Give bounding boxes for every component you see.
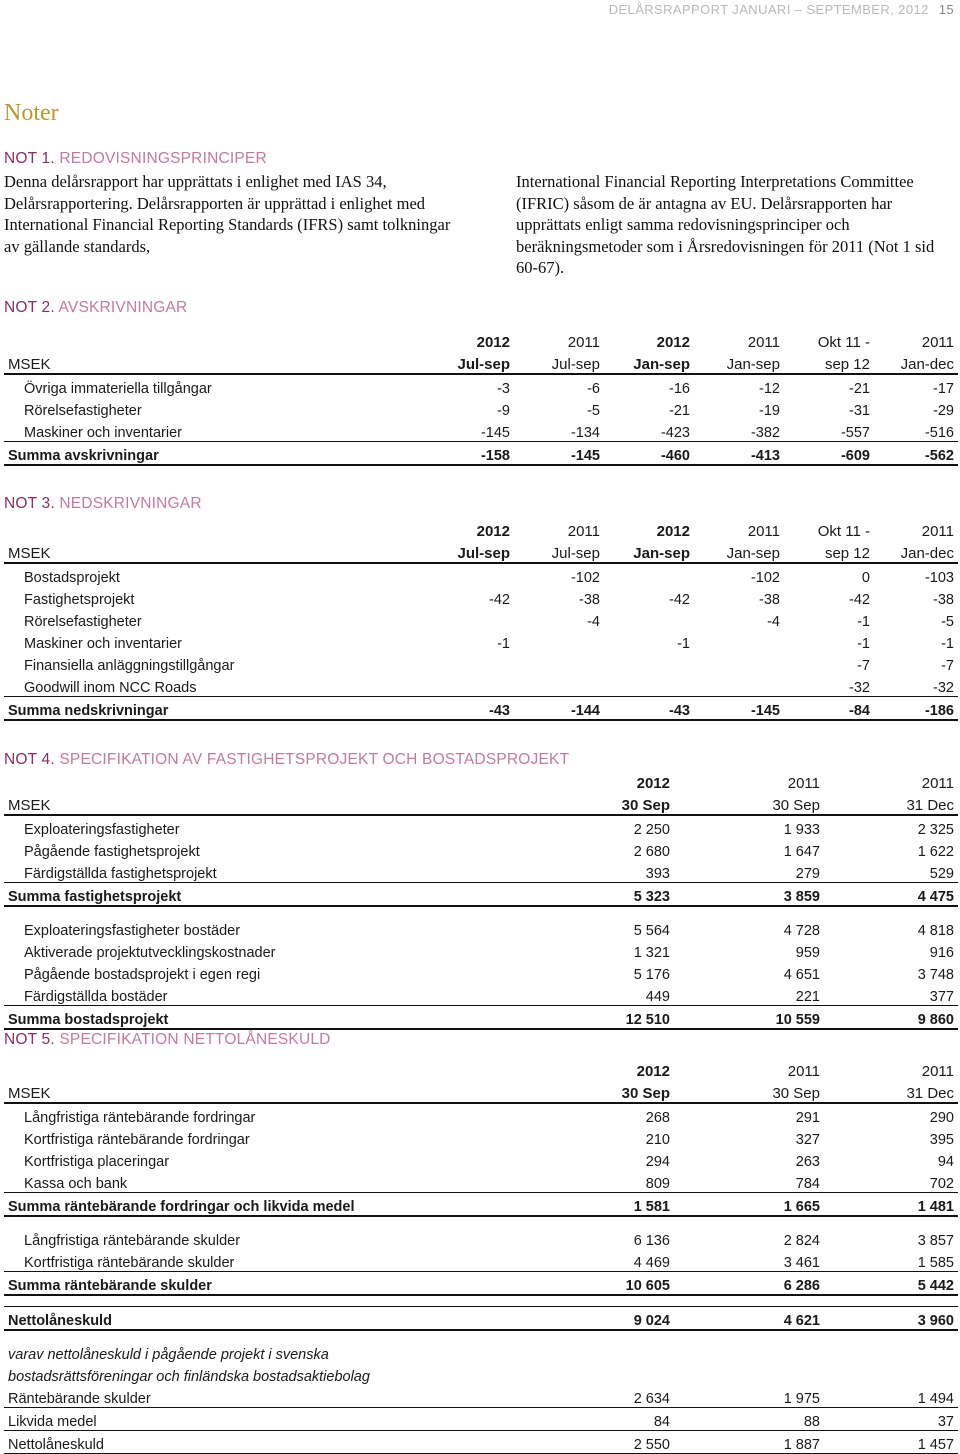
value-cell: 290	[929, 1110, 954, 1126]
spacer-cell	[4, 1216, 958, 1227]
value-cell: 31 Dec	[824, 792, 958, 815]
header-year-row	[4, 770, 958, 792]
row-label: Färdigställda bostäder	[24, 989, 168, 1005]
value-cell: -32	[933, 680, 954, 696]
value-cell: 2011	[921, 1063, 954, 1080]
row-label: Räntebärande skulder	[4, 1385, 544, 1408]
note1-right-paragraph: International Financial Reporting Interpretations Committee (IFRIC) såsom de är antagna av EU. Delårsrapporten har upprättats enligt samma redovisningsprinciper och beräkningsmetoder som i Årsredovisningen för 2011 (Not 1 sid 60-67).	[516, 172, 935, 277]
row-label: Likvida medel	[4, 1408, 544, 1431]
row-label: Maskiner och inventarier	[24, 425, 182, 441]
row-label: Aktiverade projektutvecklingskostnader	[24, 945, 276, 961]
value-cell: 2012	[636, 775, 670, 792]
value-cell	[514, 674, 604, 697]
value-cell: 2 634	[544, 1385, 674, 1408]
value-cell: 809	[645, 1176, 670, 1192]
value-cell: 2011	[567, 334, 600, 351]
value-cell: 1 457	[824, 1431, 958, 1454]
note5-heading: SPECIFIKATION NETTOLÅNESKULD	[59, 1031, 331, 1048]
value-cell: 6 286	[674, 1272, 824, 1296]
value-cell: 327	[795, 1132, 820, 1148]
value-cell: -42	[669, 592, 690, 608]
row-label: Rörelsefastigheter	[24, 614, 142, 630]
row-label: Summa fastighetsprojekt	[4, 883, 544, 907]
value-cell: 2 325	[917, 822, 954, 838]
value-cell: Okt 11 -	[817, 334, 870, 351]
value-cell: 30 Sep	[674, 792, 824, 815]
value-cell: 3 748	[917, 967, 954, 983]
header-period-row	[4, 792, 958, 815]
table-row	[4, 961, 958, 983]
note3-title	[4, 495, 202, 513]
value-cell: -84	[784, 697, 874, 721]
row-label: Bostadsprojekt	[24, 570, 120, 586]
value-cell: Jul-sep	[514, 540, 604, 563]
value-cell: 2011	[921, 523, 954, 540]
value-cell: 393	[645, 866, 670, 882]
value-cell: 5 564	[633, 923, 670, 939]
value-cell	[604, 652, 694, 674]
note1-right-text	[516, 171, 946, 279]
value-cell: 3 960	[824, 1307, 958, 1331]
value-cell: 4 651	[783, 967, 820, 983]
value-cell: Jul-sep	[438, 540, 514, 563]
value-cell: 0	[861, 570, 870, 586]
row-label: Kassa och bank	[24, 1176, 128, 1192]
value-cell	[438, 563, 514, 586]
value-cell: 702	[929, 1176, 954, 1192]
table-row	[4, 374, 958, 397]
italic-note: varav nettolåneskuld i pågående projekt i svenska	[8, 1347, 329, 1363]
value-cell: 5 176	[633, 967, 670, 983]
value-cell: 291	[795, 1110, 820, 1126]
value-cell	[604, 608, 694, 630]
italic-note-row	[4, 1341, 958, 1363]
value-cell: 2011	[921, 334, 954, 351]
value-cell: -29	[933, 403, 954, 419]
row-label: MSEK	[4, 1080, 544, 1103]
report-title: DELÅRSRAPPORT JANUARI – SEPTEMBER, 2012	[608, 2, 929, 17]
value-cell: Jul-sep	[438, 351, 514, 374]
value-cell: 2011	[921, 775, 954, 792]
value-cell: -158	[438, 442, 514, 466]
value-cell: 3 859	[674, 883, 824, 907]
value-cell: Jan-sep	[694, 351, 784, 374]
row-label	[4, 329, 438, 351]
value-cell: 2012	[476, 523, 510, 540]
value-cell: 784	[795, 1176, 820, 1192]
value-cell: -7	[941, 658, 954, 674]
value-cell: -4	[767, 614, 780, 630]
value-cell: 2011	[747, 523, 780, 540]
note5-number: NOT 5.	[4, 1031, 55, 1048]
table-row	[4, 1148, 958, 1170]
value-cell: 30 Sep	[674, 1080, 824, 1103]
value-cell	[694, 630, 784, 652]
value-cell: -7	[857, 658, 870, 674]
value-cell: -144	[514, 697, 604, 721]
value-cell: 5 442	[824, 1272, 958, 1296]
value-cell: -186	[874, 697, 958, 721]
spacer-row	[4, 1330, 958, 1341]
row-label: Summa räntebärande fordringar och likvida medel	[4, 1193, 544, 1217]
value-cell: Jan-dec	[874, 351, 958, 374]
value-cell: -42	[489, 592, 510, 608]
value-cell: -32	[849, 680, 870, 696]
table-row	[4, 1408, 958, 1431]
row-label	[4, 770, 544, 792]
table-row	[4, 815, 958, 838]
table-row	[4, 630, 958, 652]
value-cell: 37	[824, 1408, 958, 1431]
note3-heading: NEDSKRIVNINGAR	[59, 495, 202, 512]
value-cell: 1 585	[917, 1255, 954, 1271]
header-year-row	[4, 1058, 958, 1080]
table-row	[4, 1103, 958, 1126]
value-cell: Jul-sep	[514, 351, 604, 374]
row-label: Exploateringsfastigheter	[24, 822, 180, 838]
table-row	[4, 939, 958, 961]
value-cell: -1	[497, 636, 510, 652]
row-label	[4, 1058, 544, 1080]
value-cell: 30 Sep	[544, 792, 674, 815]
value-cell: Jan-sep	[604, 540, 694, 563]
value-cell: -382	[750, 425, 780, 441]
note1-left-paragraph: Denna delårsrapport har upprättats i enlighet med IAS 34, Delårsrapportering. Delårsrapporten är upprättad i enlighet med International Financial Reporting Standards (IFRS) samt tolkningar av gällande standards,	[4, 172, 451, 256]
value-cell: 2012	[636, 1063, 670, 1080]
row-label: Goodwill inom NCC Roads	[24, 680, 197, 696]
row-label: Övriga immateriella tillgångar	[24, 381, 212, 397]
row-label: Exploateringsfastigheter bostäder	[24, 923, 241, 939]
value-cell: 1 975	[674, 1385, 824, 1408]
value-cell: -3	[497, 381, 510, 397]
value-cell: -423	[660, 425, 690, 441]
row-label: MSEK	[4, 540, 438, 563]
value-cell: 3 461	[783, 1255, 820, 1271]
value-cell: 377	[929, 989, 954, 1005]
total-row	[4, 1307, 958, 1331]
row-label: Summa räntebärande skulder	[4, 1272, 544, 1296]
value-cell	[514, 652, 604, 674]
table-row	[4, 1227, 958, 1249]
value-cell: 2011	[747, 334, 780, 351]
value-cell: -4	[587, 614, 600, 630]
row-label: Summa nedskrivningar	[4, 697, 438, 721]
value-cell: 1 622	[917, 844, 954, 860]
value-cell: 1 581	[544, 1193, 674, 1217]
value-cell: -102	[750, 570, 780, 586]
table-row	[4, 608, 958, 630]
note3-table	[4, 518, 958, 721]
row-label: Summa bostadsprojekt	[4, 1006, 544, 1030]
row-label: Långfristiga räntebärande fordringar	[24, 1110, 256, 1126]
value-cell: 12 510	[544, 1006, 674, 1030]
value-cell: 1 887	[674, 1431, 824, 1454]
total-row	[4, 1272, 958, 1296]
value-cell: 4 818	[917, 923, 954, 939]
header-period-row	[4, 540, 958, 563]
value-cell: 3 857	[917, 1233, 954, 1249]
value-cell: -145	[694, 697, 784, 721]
value-cell: -460	[604, 442, 694, 466]
table-row	[4, 1249, 958, 1272]
value-cell: -38	[579, 592, 600, 608]
value-cell: -9	[497, 403, 510, 419]
value-cell: -43	[604, 697, 694, 721]
value-cell: 959	[795, 945, 820, 961]
value-cell: 210	[645, 1132, 670, 1148]
row-label: Pågående fastighetsprojekt	[24, 844, 200, 860]
row-label: Kortfristiga räntebärande skulder	[24, 1255, 235, 1271]
total-row	[4, 1193, 958, 1217]
value-cell	[438, 674, 514, 697]
row-label: Kortfristiga räntebärande fordringar	[24, 1132, 250, 1148]
header-period-row	[4, 351, 958, 374]
value-cell: 1 933	[783, 822, 820, 838]
value-cell: 268	[645, 1110, 670, 1126]
value-cell: 6 136	[633, 1233, 670, 1249]
value-cell: 10 559	[674, 1006, 824, 1030]
value-cell: Okt 11 -	[817, 523, 870, 540]
value-cell	[694, 674, 784, 697]
value-cell: -1	[857, 614, 870, 630]
value-cell: 10 605	[544, 1272, 674, 1296]
value-cell: -609	[784, 442, 874, 466]
value-cell	[604, 563, 694, 586]
value-cell: 5 323	[544, 883, 674, 907]
value-cell: 1 494	[824, 1385, 958, 1408]
value-cell: 30 Sep	[544, 1080, 674, 1103]
value-cell: 2012	[476, 334, 510, 351]
value-cell: 2011	[787, 1063, 820, 1080]
value-cell: -21	[669, 403, 690, 419]
value-cell: -145	[514, 442, 604, 466]
value-cell: 2011	[787, 775, 820, 792]
row-label: Kortfristiga placeringar	[24, 1154, 170, 1170]
spacer-cell	[4, 1330, 958, 1341]
value-cell: -6	[587, 381, 600, 397]
note1-title	[4, 150, 267, 168]
value-cell: -103	[924, 570, 954, 586]
table-row	[4, 586, 958, 608]
value-cell: 84	[544, 1408, 674, 1431]
note4-number: NOT 4.	[4, 751, 55, 768]
row-label: MSEK	[4, 351, 438, 374]
value-cell: -31	[849, 403, 870, 419]
table-row	[4, 860, 958, 883]
value-cell	[694, 652, 784, 674]
note4-heading: SPECIFIKATION AV FASTIGHETSPROJEKT OCH BOSTADSPROJEKT	[59, 751, 570, 768]
row-label: Långfristiga räntebärande skulder	[24, 1233, 241, 1249]
value-cell: Jan-sep	[694, 540, 784, 563]
value-cell: -19	[759, 403, 780, 419]
header-year-row	[4, 329, 958, 351]
note2-table	[4, 329, 958, 466]
value-cell: 31 Dec	[824, 1080, 958, 1103]
row-label: Finansiella anläggningstillgångar	[24, 658, 235, 674]
value-cell: 2 824	[783, 1233, 820, 1249]
value-cell: -42	[849, 592, 870, 608]
value-cell: 279	[795, 866, 820, 882]
value-cell	[604, 674, 694, 697]
table-row	[4, 917, 958, 939]
value-cell: 9 024	[544, 1307, 674, 1331]
value-cell: -17	[933, 381, 954, 397]
value-cell	[438, 608, 514, 630]
value-cell: 2012	[656, 523, 690, 540]
value-cell: -1	[857, 636, 870, 652]
value-cell: -1	[941, 636, 954, 652]
value-cell: 2 250	[633, 822, 670, 838]
row-label: MSEK	[4, 792, 544, 815]
value-cell: 916	[929, 945, 954, 961]
table-row	[4, 652, 958, 674]
row-label: Nettolåneskuld	[4, 1307, 544, 1331]
row-label: Färdigställda fastighetsprojekt	[24, 866, 217, 882]
italic-note: bostadsrättsföreningar och finländska bostadsaktiebolag	[8, 1369, 370, 1385]
value-cell	[438, 652, 514, 674]
value-cell: -38	[933, 592, 954, 608]
row-label: Maskiner och inventarier	[24, 636, 182, 652]
value-cell: 221	[795, 989, 820, 1005]
value-cell: 2012	[656, 334, 690, 351]
value-cell: -16	[669, 381, 690, 397]
table-row	[4, 1385, 958, 1408]
value-cell	[514, 630, 604, 652]
value-cell: -562	[874, 442, 958, 466]
row-label: Summa avskrivningar	[4, 442, 438, 466]
table-row	[4, 674, 958, 697]
table-row	[4, 397, 958, 419]
value-cell: -12	[759, 381, 780, 397]
row-label: Fastighetsprojekt	[24, 592, 135, 608]
value-cell: 529	[929, 866, 954, 882]
row-label: Pågående bostadsprojekt i egen regi	[24, 967, 261, 983]
row-label	[4, 518, 438, 540]
value-cell: -38	[759, 592, 780, 608]
row-label: Nettolåneskuld	[4, 1431, 544, 1454]
value-cell: -5	[587, 403, 600, 419]
value-cell: -134	[570, 425, 600, 441]
value-cell: 4 728	[783, 923, 820, 939]
note2-number: NOT 2.	[4, 299, 55, 316]
total-row	[4, 442, 958, 466]
spacer-row	[4, 1216, 958, 1227]
value-cell: 1 321	[633, 945, 670, 961]
note5-title	[4, 1031, 331, 1049]
value-cell: 4 475	[824, 883, 958, 907]
value-cell: 88	[674, 1408, 824, 1431]
value-cell: 263	[795, 1154, 820, 1170]
value-cell: sep 12	[784, 351, 874, 374]
table-row	[4, 1431, 958, 1454]
total-row	[4, 697, 958, 721]
italic-note-row	[4, 1363, 958, 1385]
value-cell: Jan-dec	[874, 540, 958, 563]
section-title: Noter	[4, 100, 59, 126]
total-row	[4, 883, 958, 907]
header-year-row	[4, 518, 958, 540]
value-cell: 1 481	[824, 1193, 958, 1217]
spacer-cell	[4, 906, 958, 917]
value-cell: -516	[924, 425, 954, 441]
spacer-cell	[4, 1295, 958, 1307]
page-header	[609, 0, 954, 20]
value-cell: -43	[438, 697, 514, 721]
spacer-row	[4, 906, 958, 917]
table-row	[4, 983, 958, 1006]
value-cell: 2 680	[633, 844, 670, 860]
note1-heading: REDOVISNINGSPRINCIPER	[59, 150, 267, 167]
table-row	[4, 1126, 958, 1148]
note1-number: NOT 1.	[4, 150, 55, 167]
value-cell: 1 647	[783, 844, 820, 860]
note3-number: NOT 3.	[4, 495, 55, 512]
note4-title	[4, 751, 569, 769]
value-cell: -557	[840, 425, 870, 441]
value-cell: -5	[941, 614, 954, 630]
value-cell: 4 621	[674, 1307, 824, 1331]
table-row	[4, 1170, 958, 1193]
value-cell: 395	[929, 1132, 954, 1148]
value-cell: 294	[645, 1154, 670, 1170]
value-cell: 2 550	[544, 1431, 674, 1454]
value-cell: Jan-sep	[604, 351, 694, 374]
value-cell: 94	[937, 1154, 954, 1170]
row-label: Rörelsefastigheter	[24, 403, 142, 419]
table-row	[4, 563, 958, 586]
value-cell: -1	[677, 636, 690, 652]
value-cell: -413	[694, 442, 784, 466]
total-row	[4, 1006, 958, 1030]
value-cell: 1 665	[674, 1193, 824, 1217]
spacer-row	[4, 1295, 958, 1307]
note4-table	[4, 770, 958, 1030]
table-row	[4, 838, 958, 860]
value-cell: -21	[849, 381, 870, 397]
note2-title	[4, 299, 187, 317]
note5-table	[4, 1058, 958, 1454]
value-cell: 9 860	[824, 1006, 958, 1030]
value-cell: sep 12	[784, 540, 874, 563]
note2-heading: AVSKRIVNINGAR	[58, 299, 188, 316]
page-number: 15	[938, 2, 954, 17]
header-period-row	[4, 1080, 958, 1103]
table-row	[4, 419, 958, 442]
value-cell: 4 469	[633, 1255, 670, 1271]
value-cell: -145	[480, 425, 510, 441]
value-cell: 2011	[567, 523, 600, 540]
note1-left-text	[4, 171, 454, 257]
value-cell: -102	[570, 570, 600, 586]
value-cell: 449	[645, 989, 670, 1005]
